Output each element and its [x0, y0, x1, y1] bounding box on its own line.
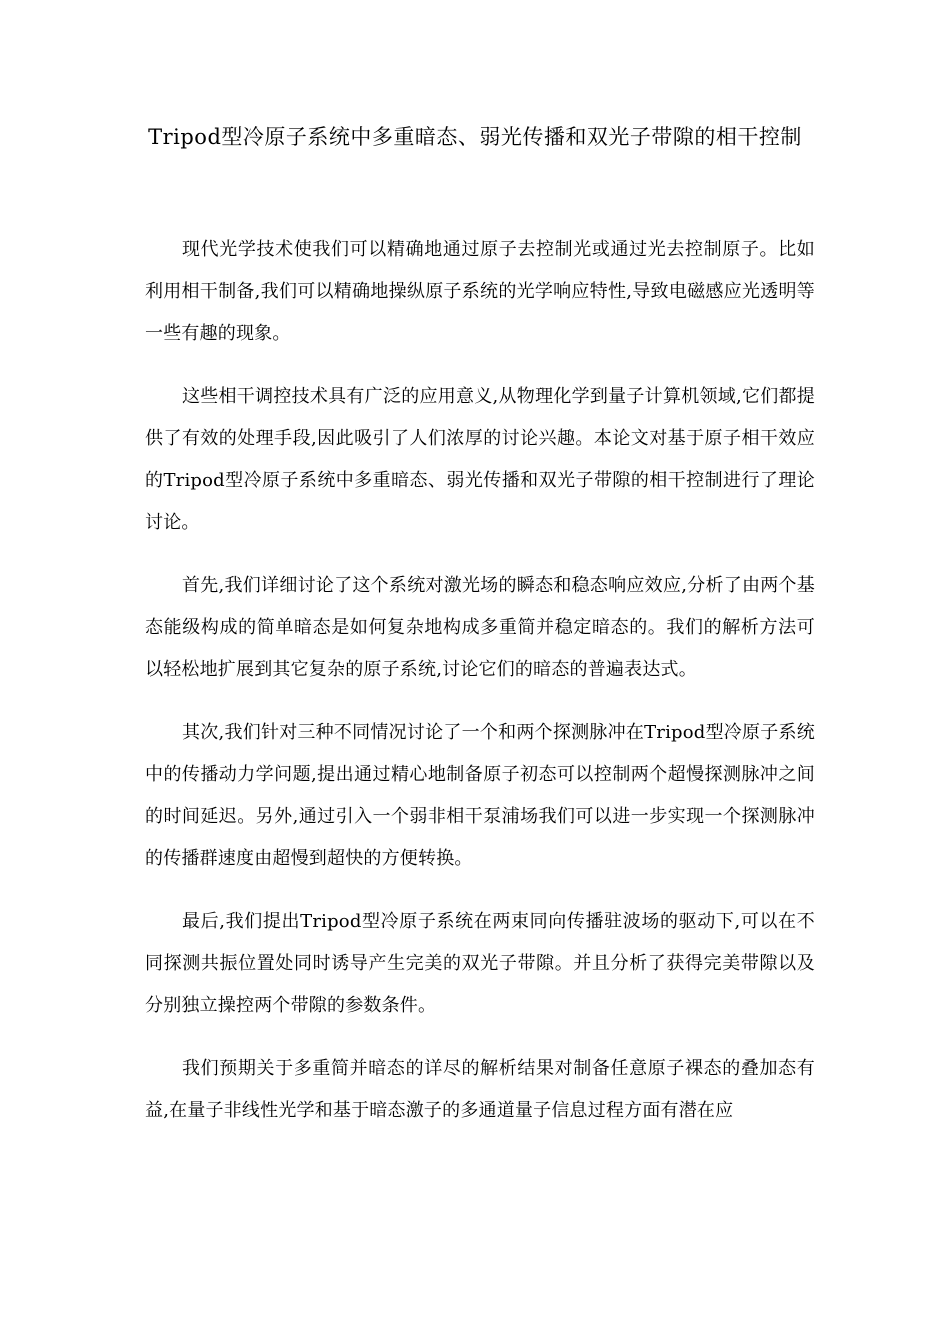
document-body	[145, 229, 815, 1153]
paragraph-6: 我们预期关于多重简并暗态的详尽的解析结果对制备任意原子裸态的叠加态有益,在量子非线性光学和基于暗态激子的多通道量子信息过程方面有潜在应	[145, 1058, 815, 1121]
paragraph-5: 最后,我们提出Tripod型冷原子系统在两束同向传播驻波场的驱动下,可以在不同探测共振位置处同时诱导产生完美的双光子带隙。并且分析了获得完美带隙以及分别独立操控两个带隙的参数条件。	[145, 911, 815, 1016]
paragraph-1: 现代光学技术使我们可以精确地通过原子去控制光或通过光去控制原子。比如利用相干制备,我们可以精确地操纵原子系统的光学响应特性,导致电磁感应光透明等一些有趣的现象。	[145, 239, 815, 344]
paragraph-3: 首先,我们详细讨论了这个系统对激光场的瞬态和稳态响应效应,分析了由两个基态能级构成的简单暗态是如何复杂地构成多重简并稳定暗态的。我们的解析方法可以轻松地扩展到其它复杂的原子系统,讨论它们的暗态的普遍表达式。	[145, 575, 815, 680]
paragraph-2: 这些相干调控技术具有广泛的应用意义,从物理化学到量子计算机领域,它们都提供了有效的处理手段,因此吸引了人们浓厚的讨论兴趣。本论文对基于原子相干效应的Tripod型冷原子系统中多重暗态、弱光传播和双光子带隙的相干控制进行了理论讨论。	[145, 386, 815, 533]
paragraph-4: 其次,我们针对三种不同情况讨论了一个和两个探测脉冲在Tripod型冷原子系统中的传播动力学问题,提出通过精心地制备原子初态可以控制两个超慢探测脉冲之间的时间延迟。另外,通过引入一个弱非相干泵浦场我们可以进一步实现一个探测脉冲的传播群速度由超慢到超快的方便转换。	[145, 722, 815, 869]
document-title: Tripod型冷原子系统中多重暗态、弱光传播和双光子带隙的相干控制	[148, 125, 802, 149]
